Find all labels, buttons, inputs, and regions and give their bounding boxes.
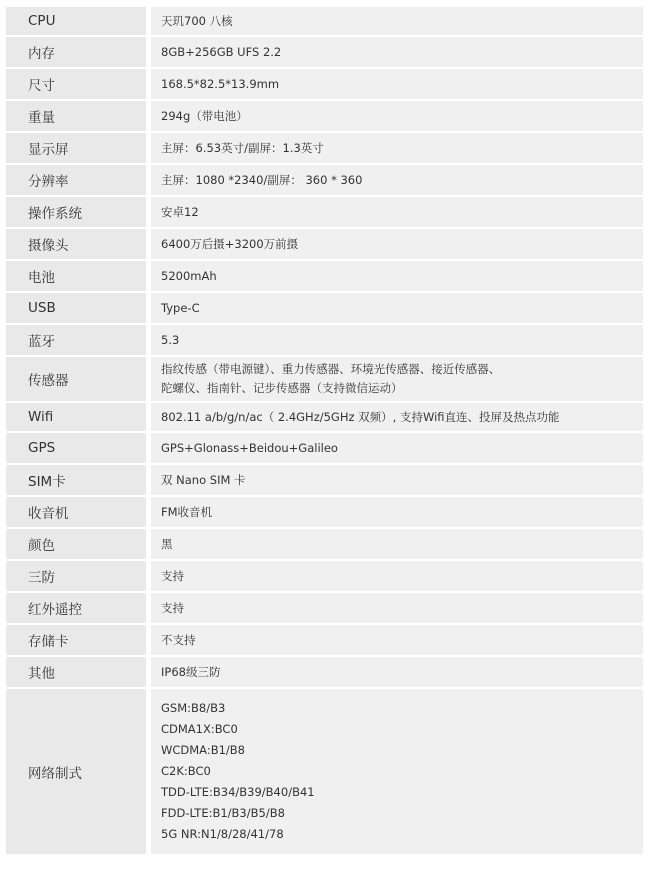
spec-label: 蓝牙	[6, 325, 146, 355]
spec-value	[151, 433, 643, 463]
spec-value	[151, 357, 643, 401]
spec-label: 红外遥控	[6, 593, 146, 623]
spec-value-line: 双 Nano SIM 卡	[161, 472, 246, 487]
spec-label: 尺寸	[6, 69, 146, 99]
spec-value-line: 8GB+256GB UFS 2.2	[161, 44, 282, 59]
spec-label: 传感器	[6, 357, 146, 401]
spec-value-line: 5200mAh	[161, 268, 217, 283]
spec-row	[6, 325, 643, 355]
spec-value	[151, 197, 643, 227]
spec-value-line: FDD-LTE:B1/B3/B5/B8	[161, 806, 285, 820]
spec-value	[151, 69, 643, 99]
spec-value	[151, 37, 643, 67]
spec-value-line: 安卓12	[161, 204, 199, 219]
spec-label: 摄像头	[6, 229, 146, 259]
spec-value	[151, 529, 643, 559]
spec-value-line: GPS+Glonass+Beidou+Galileo	[161, 440, 338, 455]
spec-value	[151, 261, 643, 291]
spec-row	[6, 37, 643, 67]
spec-value	[151, 465, 643, 495]
spec-label: 操作系统	[6, 197, 146, 227]
spec-row	[6, 497, 643, 527]
spec-row	[6, 593, 643, 623]
spec-label: 其他	[6, 657, 146, 687]
spec-row	[6, 69, 643, 99]
spec-value-line: 5.3	[161, 332, 180, 347]
spec-row	[6, 657, 643, 687]
spec-value	[151, 403, 643, 431]
spec-value-line: 6400万后摄+3200万前摄	[161, 236, 299, 251]
spec-value	[151, 229, 643, 259]
spec-label: 颜色	[6, 529, 146, 559]
spec-table	[6, 7, 643, 856]
spec-row	[6, 165, 643, 195]
spec-label: 收音机	[6, 497, 146, 527]
spec-value	[151, 293, 643, 323]
spec-value	[151, 689, 643, 854]
spec-value	[151, 165, 643, 195]
spec-value-line: 支持	[161, 568, 184, 583]
spec-value-line: 802.11 a/b/g/n/ac（ 2.4GHz/5GHz 双频）, 支持Wifi直连、投屏及热点功能	[161, 409, 560, 424]
spec-value-line: GSM:B8/B3	[161, 701, 226, 715]
spec-row	[6, 293, 643, 323]
spec-label: 分辨率	[6, 165, 146, 195]
spec-label: 网络制式	[6, 689, 146, 854]
spec-value-line: 指纹传感（带电源键）、重力传感器、环境光传感器、接近传感器、	[161, 362, 501, 376]
spec-value	[151, 325, 643, 355]
spec-value	[151, 133, 643, 163]
spec-label: 显示屏	[6, 133, 146, 163]
spec-row	[6, 433, 643, 463]
spec-row	[6, 529, 643, 559]
spec-value	[151, 657, 643, 687]
spec-value	[151, 593, 643, 623]
spec-row	[6, 133, 643, 163]
spec-value-line: WCDMA:B1/B8	[161, 743, 246, 757]
spec-row	[6, 689, 643, 854]
spec-label: 重量	[6, 101, 146, 131]
spec-value-line: 主屏：1080 *2340/副屏： 360 * 360	[161, 172, 363, 187]
spec-row	[6, 561, 643, 591]
spec-label: 存储卡	[6, 625, 146, 655]
spec-value-line: 天玑700 八核	[161, 13, 233, 28]
spec-value-line: FM收音机	[161, 504, 213, 519]
spec-value-line: 陀螺仪、指南针、记步传感器（支持微信运动）	[161, 381, 403, 395]
spec-value-line: IP68级三防	[161, 664, 221, 679]
spec-value-line: 支持	[161, 600, 184, 615]
spec-label: SIM卡	[6, 465, 146, 495]
spec-row	[6, 7, 643, 35]
spec-value-line: 不支持	[161, 632, 196, 647]
spec-value-line: 5G NR:N1/8/28/41/78	[161, 827, 284, 841]
spec-row	[6, 101, 643, 131]
spec-value-line: Type-C	[161, 300, 200, 315]
spec-value-line: 主屏：6.53英寸/副屏：1.3英寸	[161, 140, 324, 155]
spec-value-line: 168.5*82.5*13.9mm	[161, 76, 280, 91]
spec-label: Wifi	[6, 403, 146, 431]
spec-value	[151, 625, 643, 655]
spec-label: 内存	[6, 37, 146, 67]
spec-value-line: C2K:BC0	[161, 764, 211, 778]
spec-label: GPS	[6, 433, 146, 463]
spec-label: USB	[6, 293, 146, 323]
spec-row	[6, 403, 643, 431]
spec-value	[151, 101, 643, 131]
spec-label: CPU	[6, 7, 146, 35]
spec-value-line: 黑	[161, 536, 173, 551]
spec-value-line: 294g（带电池）	[161, 108, 248, 123]
spec-row	[6, 465, 643, 495]
spec-value	[151, 7, 643, 35]
spec-value-line: TDD-LTE:B34/B39/B40/B41	[161, 785, 315, 799]
spec-row	[6, 625, 643, 655]
spec-value	[151, 497, 643, 527]
spec-row	[6, 229, 643, 259]
spec-row	[6, 197, 643, 227]
spec-row	[6, 357, 643, 401]
spec-value	[151, 561, 643, 591]
spec-row	[6, 261, 643, 291]
spec-label: 三防	[6, 561, 146, 591]
spec-value-line: CDMA1X:BC0	[161, 722, 238, 736]
spec-label: 电池	[6, 261, 146, 291]
